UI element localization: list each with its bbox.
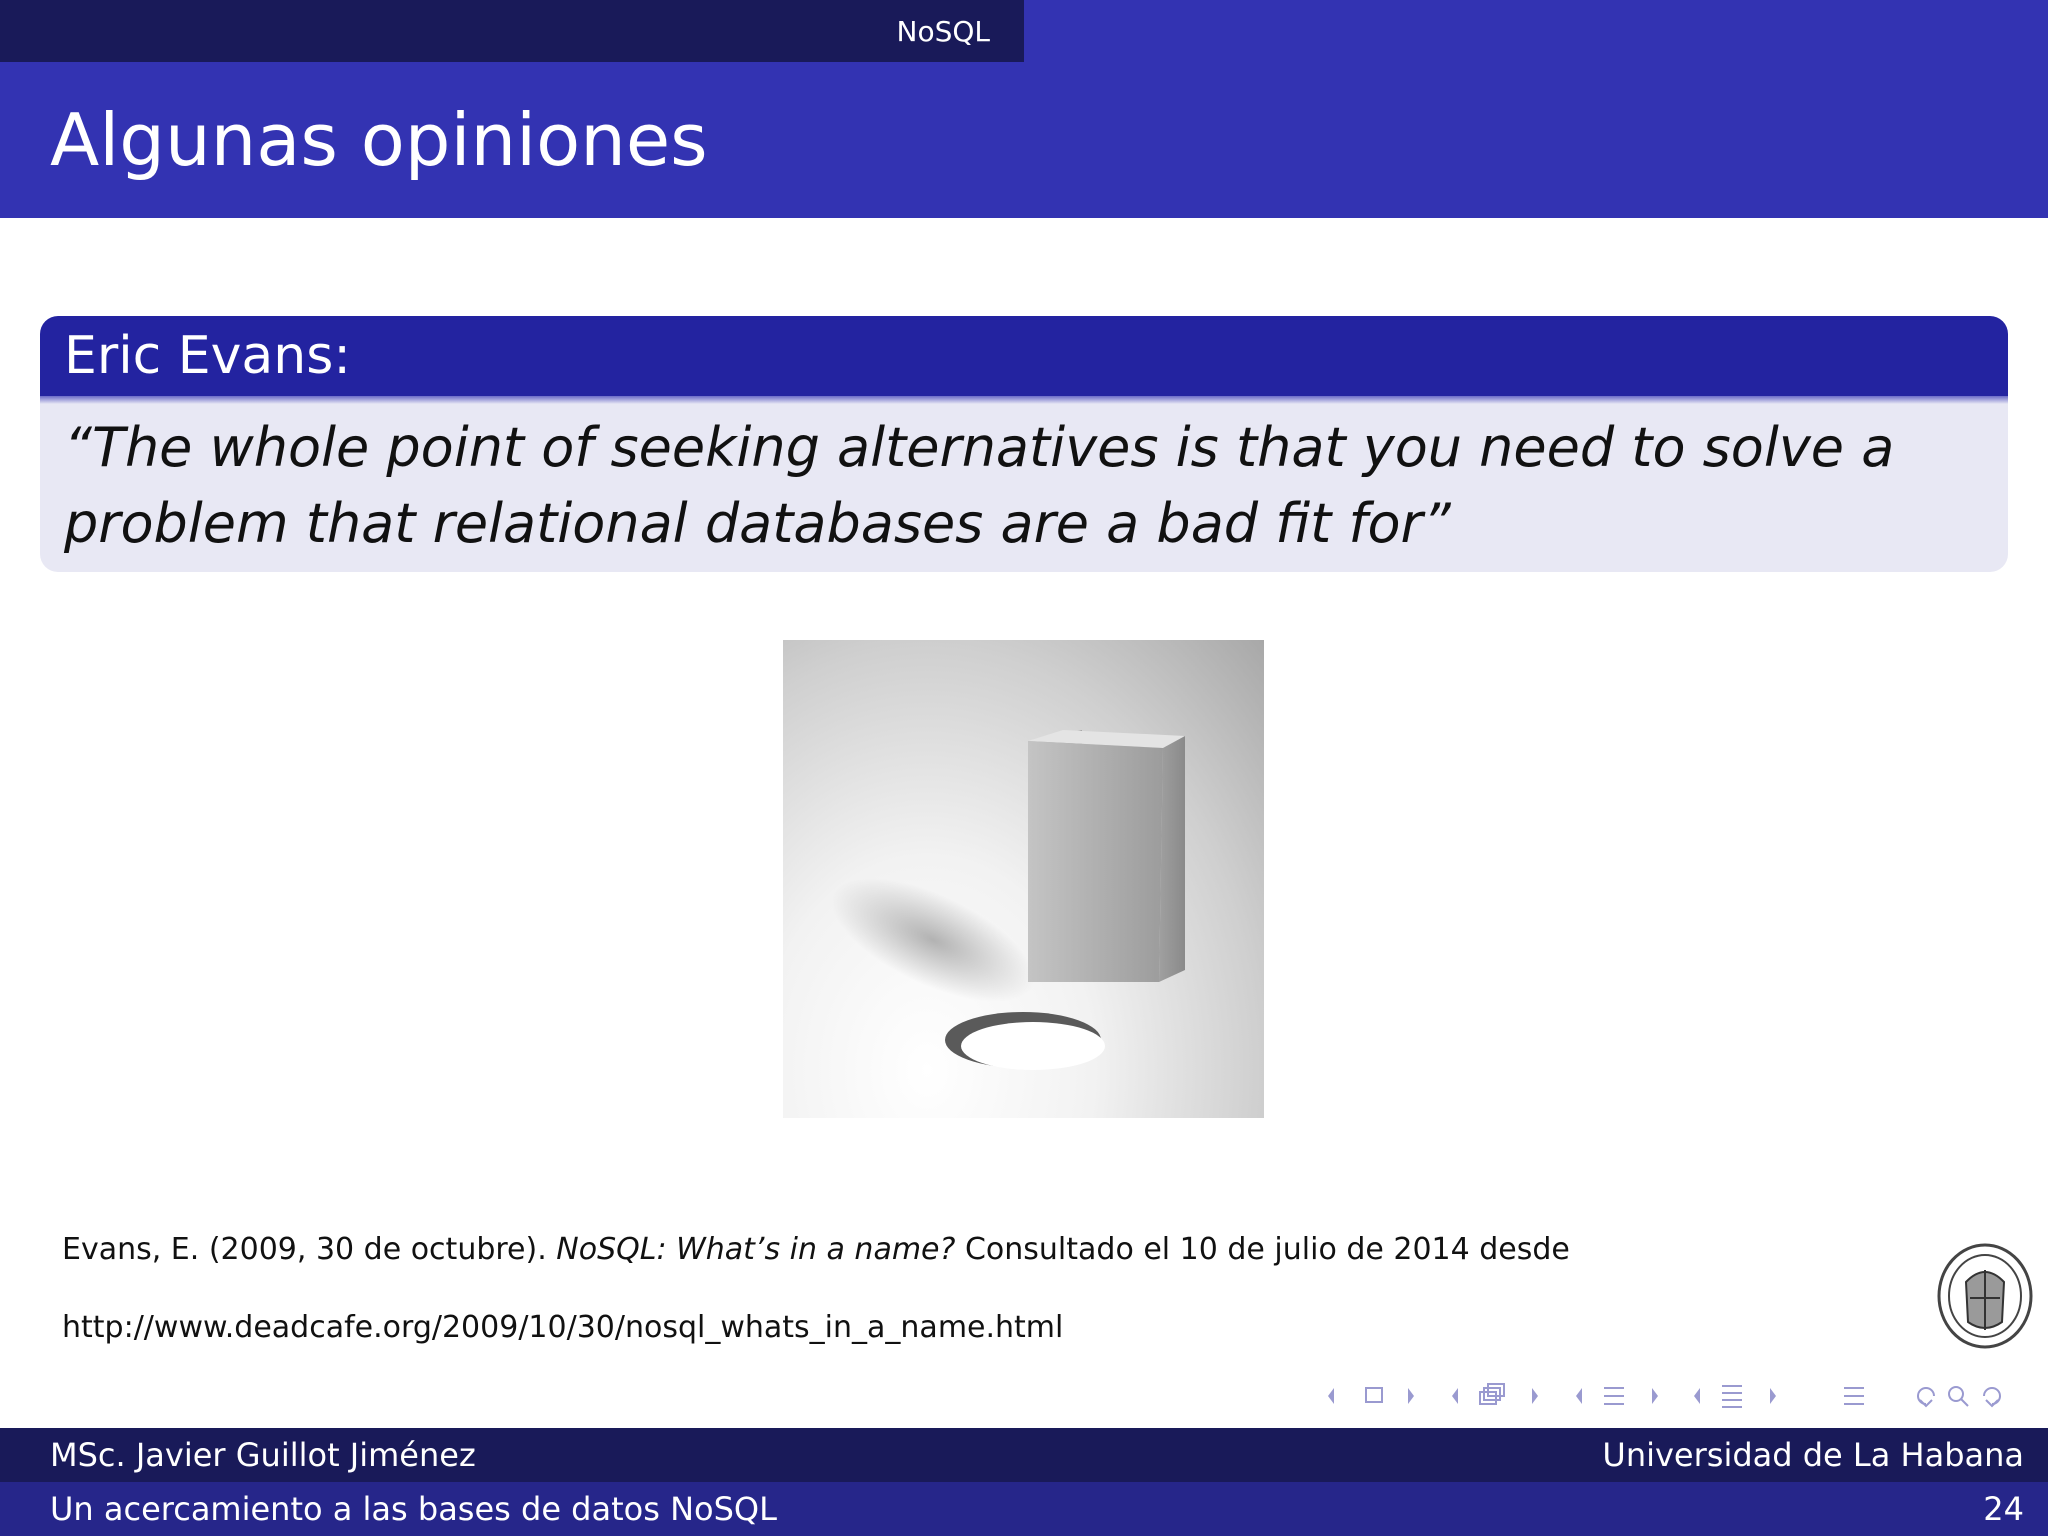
back-icon[interactable] [1918,1388,1934,1406]
block-body [40,404,2008,572]
quote-line-2: problem that relational databases are a bad fit for” [64,492,1451,555]
peg-hole-illustration [783,640,1264,1118]
block-separator [40,396,2008,404]
nav-section-icon[interactable] [1576,1388,1658,1404]
footer-talk-title: Un acercamiento a las bases de datos NoSQL [50,1490,777,1528]
nav-doc-icon[interactable] [1694,1386,1776,1407]
search-icon[interactable] [1949,1387,1968,1406]
slide-title: Algunas opiniones [50,98,708,182]
reference-accessed: Consultado el 10 de julio de 2014 desde [955,1232,1570,1267]
peg-hole-drawing [783,640,1264,1118]
university-seal-icon [1936,1242,2034,1350]
nav-frame-icon[interactable] [1328,1388,1414,1404]
footer-page-number: 24 [1983,1490,2024,1528]
reference-work-title: NoSQL: What’s in a name? [556,1232,956,1267]
quote-line-1: “The whole point of seeking alternatives is that you need to solve a [64,416,1895,479]
forward-icon[interactable] [1984,1388,2000,1406]
reference-url[interactable]: http://www.deadcafe.org/2009/10/30/nosql_whats_in_a_name.html [62,1310,1064,1345]
footer-institution: Universidad de La Habana [1602,1436,2024,1474]
section-tab[interactable] [0,0,1024,62]
nav-appendix-icon[interactable] [1844,1388,1864,1404]
reference-line-1 [62,1232,1570,1267]
block-title [40,316,2008,396]
section-label: NoSQL [896,14,990,48]
nav-subsection-icon[interactable] [1452,1384,1538,1404]
footer-row-2 [0,1482,2048,1536]
quote-block [40,316,2008,572]
beamer-navigation [1320,1378,2020,1414]
block-title-text: Eric Evans: [64,326,351,386]
slide-title-bar [0,62,2048,218]
footer-author: MSc. Javier Guillot Jiménez [50,1436,476,1474]
reference-authors: Evans, E. (2009, 30 de octubre). [62,1232,557,1267]
footer-row-1 [0,1428,2048,1482]
